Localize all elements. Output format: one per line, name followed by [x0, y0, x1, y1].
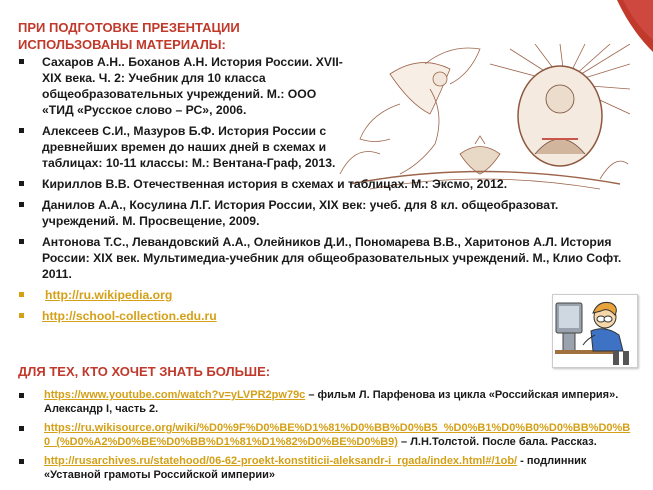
wikisource-link[interactable]: https://ru.wikisource.org/wiki/%D0%9F%D0%BE%D1%81%D0%BB%D0%B5_%D0%B1%D0%B0%D0%BB%D0%B0_(%D0%A2%D0%BE%D0%BB%D1%81%D1%82%D0%BE%D0%B9) — [44, 422, 631, 448]
more-info-heading: ДЛЯ ТЕХ, КТО ХОЧЕТ ЗНАТЬ БОЛЬШЕ: — [18, 364, 271, 379]
page-title-line-1: ПРИ ПОДГОТОВКЕ ПРЕЗЕНТАЦИИ — [18, 20, 240, 35]
wikipedia-link[interactable]: http://ru.wikipedia.org — [45, 288, 173, 302]
list-item: Кириллов В.В. Отечественная история в схемах и таблицах. М.: Эксмо, 2012. — [18, 176, 628, 192]
youtube-description: – фильм Л. Парфенова из цикла «Российская империя». Александр I, часть 2. — [44, 389, 619, 415]
materials-list — [18, 54, 628, 329]
rusarchives-description: - подлинник «Уставной грамоты Российской империи» — [44, 455, 587, 481]
page-title — [18, 19, 240, 53]
student-computer-clipart — [552, 294, 638, 368]
school-collection-link[interactable]: http://school-collection.edu.ru — [42, 309, 217, 323]
list-item: Антонова Т.С., Левандовский А.А., Олейников Д.И., Пономарева В.В., Харитонов А.Л. История России: XIX век. Мультимедиа-учебник для общеобразовательных учреждений. М., Клио Софт. 2011. — [18, 234, 628, 282]
list-item-link — [18, 287, 628, 303]
list-item — [18, 454, 633, 482]
page-title-line-2: ИСПОЛЬЗОВАНЫ МАТЕРИАЛЫ: — [18, 37, 226, 52]
list-item — [18, 421, 633, 449]
youtube-link[interactable]: https://www.youtube.com/watch?v=yLVPR2pw79c — [44, 389, 306, 401]
list-item-link — [18, 308, 628, 324]
list-item: Алексеев С.И., Мазуров Б.Ф. История России с древнейших времен до наших дней в схемах и таблицах: 10-11 классы: М.: Вентана-Граф, 2013. — [18, 123, 347, 171]
wikisource-description: – Л.Н.Толстой. После бала. Рассказ. — [397, 436, 597, 448]
list-item: Сахаров А.Н.. Боханов А.Н. История России. XVII-XIX века. Ч. 2: Учебник для 10 класса общеобразовательных учреждений. М.: ООО «ТИД «Русское слово – РС», 2006. — [18, 54, 347, 118]
list-item: Данилов А.А., Косулина Л.Г. История России, XIX век: учеб. для 8 кл. общеобразоват. учреждений. М. Просвещение, 2009. — [18, 197, 628, 229]
extra-resources-list — [18, 388, 633, 487]
list-item — [18, 388, 633, 416]
rusarchives-link[interactable]: http://rusarchives.ru/statehood/06-62-proekt-konstiticii-aleksandr-i_rgada/index.html#/1ob/ — [44, 455, 518, 467]
